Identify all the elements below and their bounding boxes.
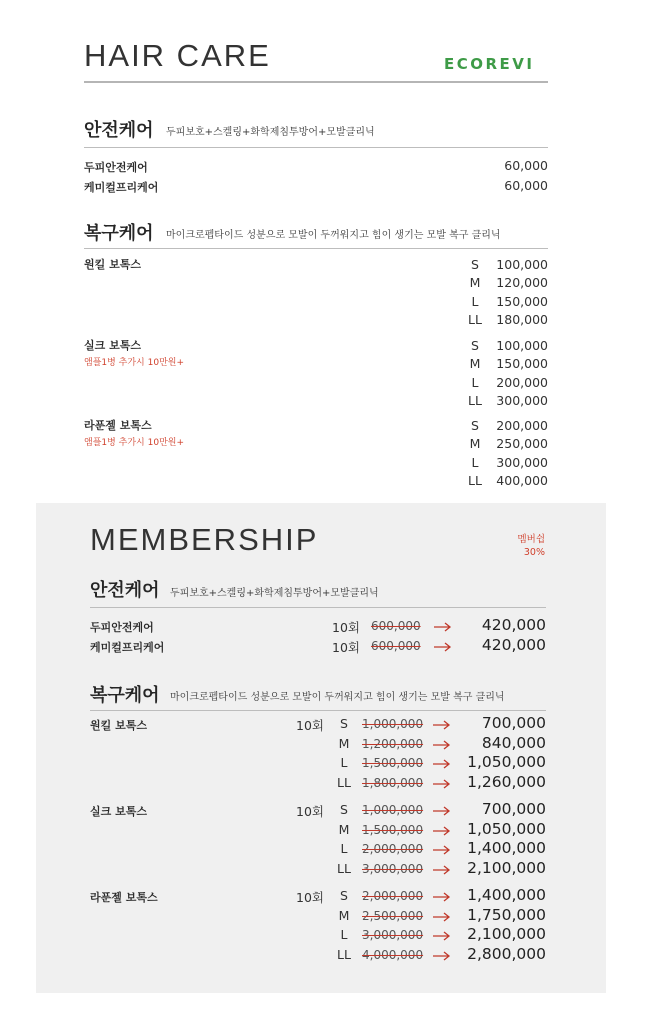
- discounted-price: 2,100,000: [467, 859, 546, 878]
- discounted-price: 1,260,000: [467, 773, 546, 792]
- size-label: M: [338, 821, 350, 837]
- section-divider: [90, 710, 546, 711]
- size-label: M: [469, 275, 481, 291]
- membership-safe-care-heading: 안전케어: [90, 580, 160, 601]
- title-divider: [84, 81, 548, 83]
- session-count: 10회: [332, 620, 360, 635]
- original-price: 4,000,000: [362, 948, 424, 963]
- list-item-price: 60,000: [504, 178, 548, 193]
- list-item-price: 300,000: [496, 392, 548, 408]
- list-item-price: 200,000: [496, 374, 548, 390]
- membership-badge-label: 멤버쉽: [517, 534, 545, 545]
- original-price: 1,000,000: [362, 803, 424, 817]
- list-item-price: 120,000: [496, 275, 548, 291]
- discounted-price: 420,000: [481, 636, 546, 654]
- original-price: 600,000: [371, 619, 421, 633]
- original-price: 1,000,000: [362, 717, 424, 731]
- list-item-note: 앰플1병 추가시 10만원+: [84, 438, 184, 448]
- list-item-price: 250,000: [496, 436, 548, 452]
- list-item-price: 60,000: [504, 158, 548, 173]
- size-label: M: [469, 356, 481, 372]
- size-label: LL: [337, 861, 351, 877]
- hair-care-title: HAIR CARE: [84, 38, 271, 73]
- list-item-name: 원킬 보톡스: [84, 258, 141, 271]
- list-item-name: 라푼젤 보톡스: [84, 419, 152, 432]
- size-label: L: [340, 927, 348, 943]
- brand-logo: ECOREVI: [444, 55, 535, 73]
- original-price: 600,000: [371, 639, 421, 653]
- list-item-price: 150,000: [496, 293, 548, 309]
- list-item-note: 앰플1병 추가시 10만원+: [84, 358, 184, 368]
- list-item-name: 두피안전케어: [90, 621, 154, 634]
- membership-recovery-care-heading: 복구케어: [90, 685, 160, 706]
- list-item-price: 100,000: [496, 257, 548, 272]
- list-item-price: 100,000: [496, 338, 548, 353]
- list-item-name: 실크 보톡스: [84, 339, 141, 352]
- size-label: LL: [337, 947, 351, 963]
- section-divider: [90, 607, 546, 608]
- list-item-name: 원킬 보톡스: [90, 719, 147, 732]
- recovery-care-description: 마이크로펩타이드 성분으로 모발이 두꺼워지고 힘이 생기는 모발 복구 클리닉: [166, 230, 501, 241]
- size-label: LL: [468, 311, 482, 327]
- list-item-price: 150,000: [496, 356, 548, 372]
- original-price: 2,000,000: [362, 889, 424, 903]
- list-item-price: 200,000: [496, 418, 548, 433]
- size-label: M: [338, 907, 350, 923]
- list-item-name: 케미컬프리케어: [90, 641, 165, 654]
- original-price: 1,800,000: [362, 776, 424, 791]
- size-label: S: [340, 888, 348, 903]
- list-item-name: 두피안전케어: [84, 161, 148, 174]
- original-price: 2,500,000: [362, 908, 424, 923]
- discounted-price: 700,000: [481, 800, 546, 818]
- membership-safe-care-description: 두피보호+스켈링+화학제침투방어+모발클리닉: [170, 588, 379, 599]
- safe-care-description: 두피보호+스켈링+화학제침투방어+모발클리닉: [166, 127, 375, 138]
- original-price: 3,000,000: [362, 928, 424, 943]
- size-label: S: [471, 338, 479, 353]
- discounted-price: 1,050,000: [467, 819, 546, 838]
- section-divider: [84, 147, 548, 148]
- session-count: 10회: [296, 890, 324, 905]
- size-label: M: [469, 436, 481, 452]
- size-label: L: [340, 841, 348, 857]
- membership-title: MEMBERSHIP: [90, 522, 319, 557]
- original-price: 2,000,000: [362, 842, 424, 857]
- discounted-price: 1,050,000: [467, 753, 546, 772]
- original-price: 3,000,000: [362, 862, 424, 877]
- size-label: M: [338, 735, 350, 751]
- size-label: LL: [337, 775, 351, 791]
- size-label: L: [340, 755, 348, 771]
- safe-care-heading: 안전케어: [84, 120, 154, 141]
- size-label: LL: [468, 392, 482, 408]
- size-label: S: [471, 418, 479, 433]
- discounted-price: 1,400,000: [467, 839, 546, 858]
- size-label: L: [471, 374, 479, 390]
- discounted-price: 700,000: [481, 714, 546, 732]
- list-item-name: 라푼젤 보톡스: [90, 891, 158, 904]
- list-item-price: 180,000: [496, 311, 548, 327]
- membership-recovery-care-description: 마이크로펩타이드 성분으로 모발이 두꺼워지고 힘이 생기는 모발 복구 클리닉: [170, 692, 505, 703]
- size-label: LL: [468, 472, 482, 488]
- discounted-price: 1,750,000: [467, 905, 546, 924]
- size-label: S: [471, 257, 479, 272]
- size-label: L: [471, 454, 479, 470]
- list-item-name: 실크 보톡스: [90, 805, 147, 818]
- discounted-price: 1,400,000: [467, 886, 546, 904]
- discounted-price: 420,000: [481, 616, 546, 634]
- discounted-price: 2,800,000: [467, 945, 546, 964]
- section-divider: [84, 248, 548, 249]
- size-label: L: [471, 293, 479, 309]
- session-count: 10회: [296, 718, 324, 733]
- session-count: 10회: [332, 640, 360, 655]
- size-label: S: [340, 716, 348, 731]
- session-count: 10회: [296, 804, 324, 819]
- membership-discount-badge: 30%: [523, 547, 545, 558]
- recovery-care-heading: 복구케어: [84, 223, 154, 244]
- list-item-name: 케미컬프리케어: [84, 181, 159, 194]
- original-price: 1,500,000: [362, 756, 424, 771]
- original-price: 1,200,000: [362, 736, 424, 751]
- discounted-price: 840,000: [481, 733, 546, 752]
- list-item-price: 300,000: [496, 454, 548, 470]
- list-item-price: 400,000: [496, 472, 548, 488]
- original-price: 1,500,000: [362, 822, 424, 837]
- size-label: S: [340, 802, 348, 817]
- discounted-price: 2,100,000: [467, 925, 546, 944]
